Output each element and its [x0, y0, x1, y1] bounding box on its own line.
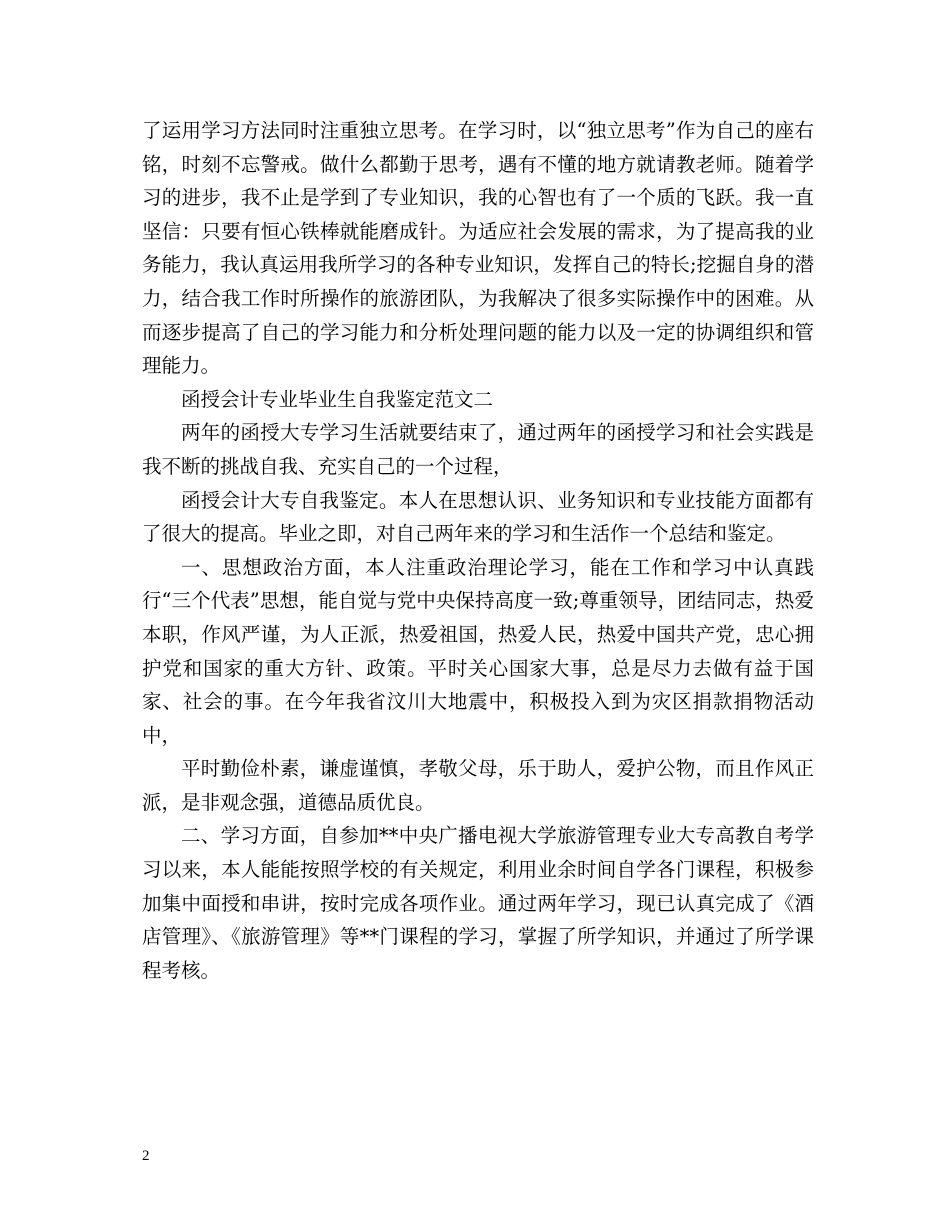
paragraph-study: 二、学习方面，自参加**中央广播电视大学旅游管理专业大专高教自考学习以来，本人能能按照学校的有关规定，利用业余时间自学各门课程，积极参加集中面授和串讲，按时完成各项作业。通过两年学习，现已认真完成了《酒店管理》、《旅游管理》等**门课程的学习，掌握了所学知识，并通过了所学课程考核。 [142, 824, 814, 982]
page-number: 2 [142, 1148, 150, 1164]
paragraph-intro: 两年的函授大专学习生活就要结束了，通过两年的函授学习和社会实践是我不断的挑战自我、充实自己的一个过程， [142, 421, 814, 478]
paragraph-summary: 函授会计大专自我鉴定。本人在思想认识、业务知识和专业技能方面都有了很大的提高。毕业之即，对自己两年来的学习和生活作一个总结和鉴定。 [142, 488, 814, 546]
paragraph-character: 平时勤俭朴素，谦虚谨慎，孝敬父母，乐于助人，爱护公物，而且作风正派，是非观念强，道德品质优良。 [142, 757, 814, 814]
paragraph-continuation: 了运用学习方法同时注重独立思考。在学习时，以“独立思考”作为自己的座右铭，时刻不忘警戒。做什么都勤于思考，遇有不懂的地方就请教老师。随着学习的进步，我不止是学到了专业知识，我的心智也有了一个质的飞跃。我一直坚信：只要有恒心铁棒就能磨成针。为适应社会发展的需求，为了提高我的业务能力，我认真运用我所学习的各种专业知识，发挥自己的特长;挖掘自身的潜力，结合我工作时所操作的旅游团队，为我解决了很多实际操作中的困难。从而逐步提高了自己的学习能力和分析处理问题的能力以及一定的协调组织和管理能力。 [142, 119, 814, 378]
section-heading: 函授会计专业毕业生自我鉴定范文二 [181, 387, 494, 411]
paragraph-political: 一、思想政治方面，本人注重政治理论学习，能在工作和学习中认真践行“三个代表”思想，能自觉与党中央保持高度一致;尊重领导，团结同志，热爱本职，作风严谨，为人正派，热爱祖国，热爱人民，热爱中国共产党，忠心拥护党和国家的重大方针、政策。平时关心国家大事，总是尽力去做有益于国家、社会的事。在今年我省汶川大地震中，积极投入到为灾区捐款捐物活动中， [142, 555, 814, 747]
document-body [142, 114, 814, 987]
